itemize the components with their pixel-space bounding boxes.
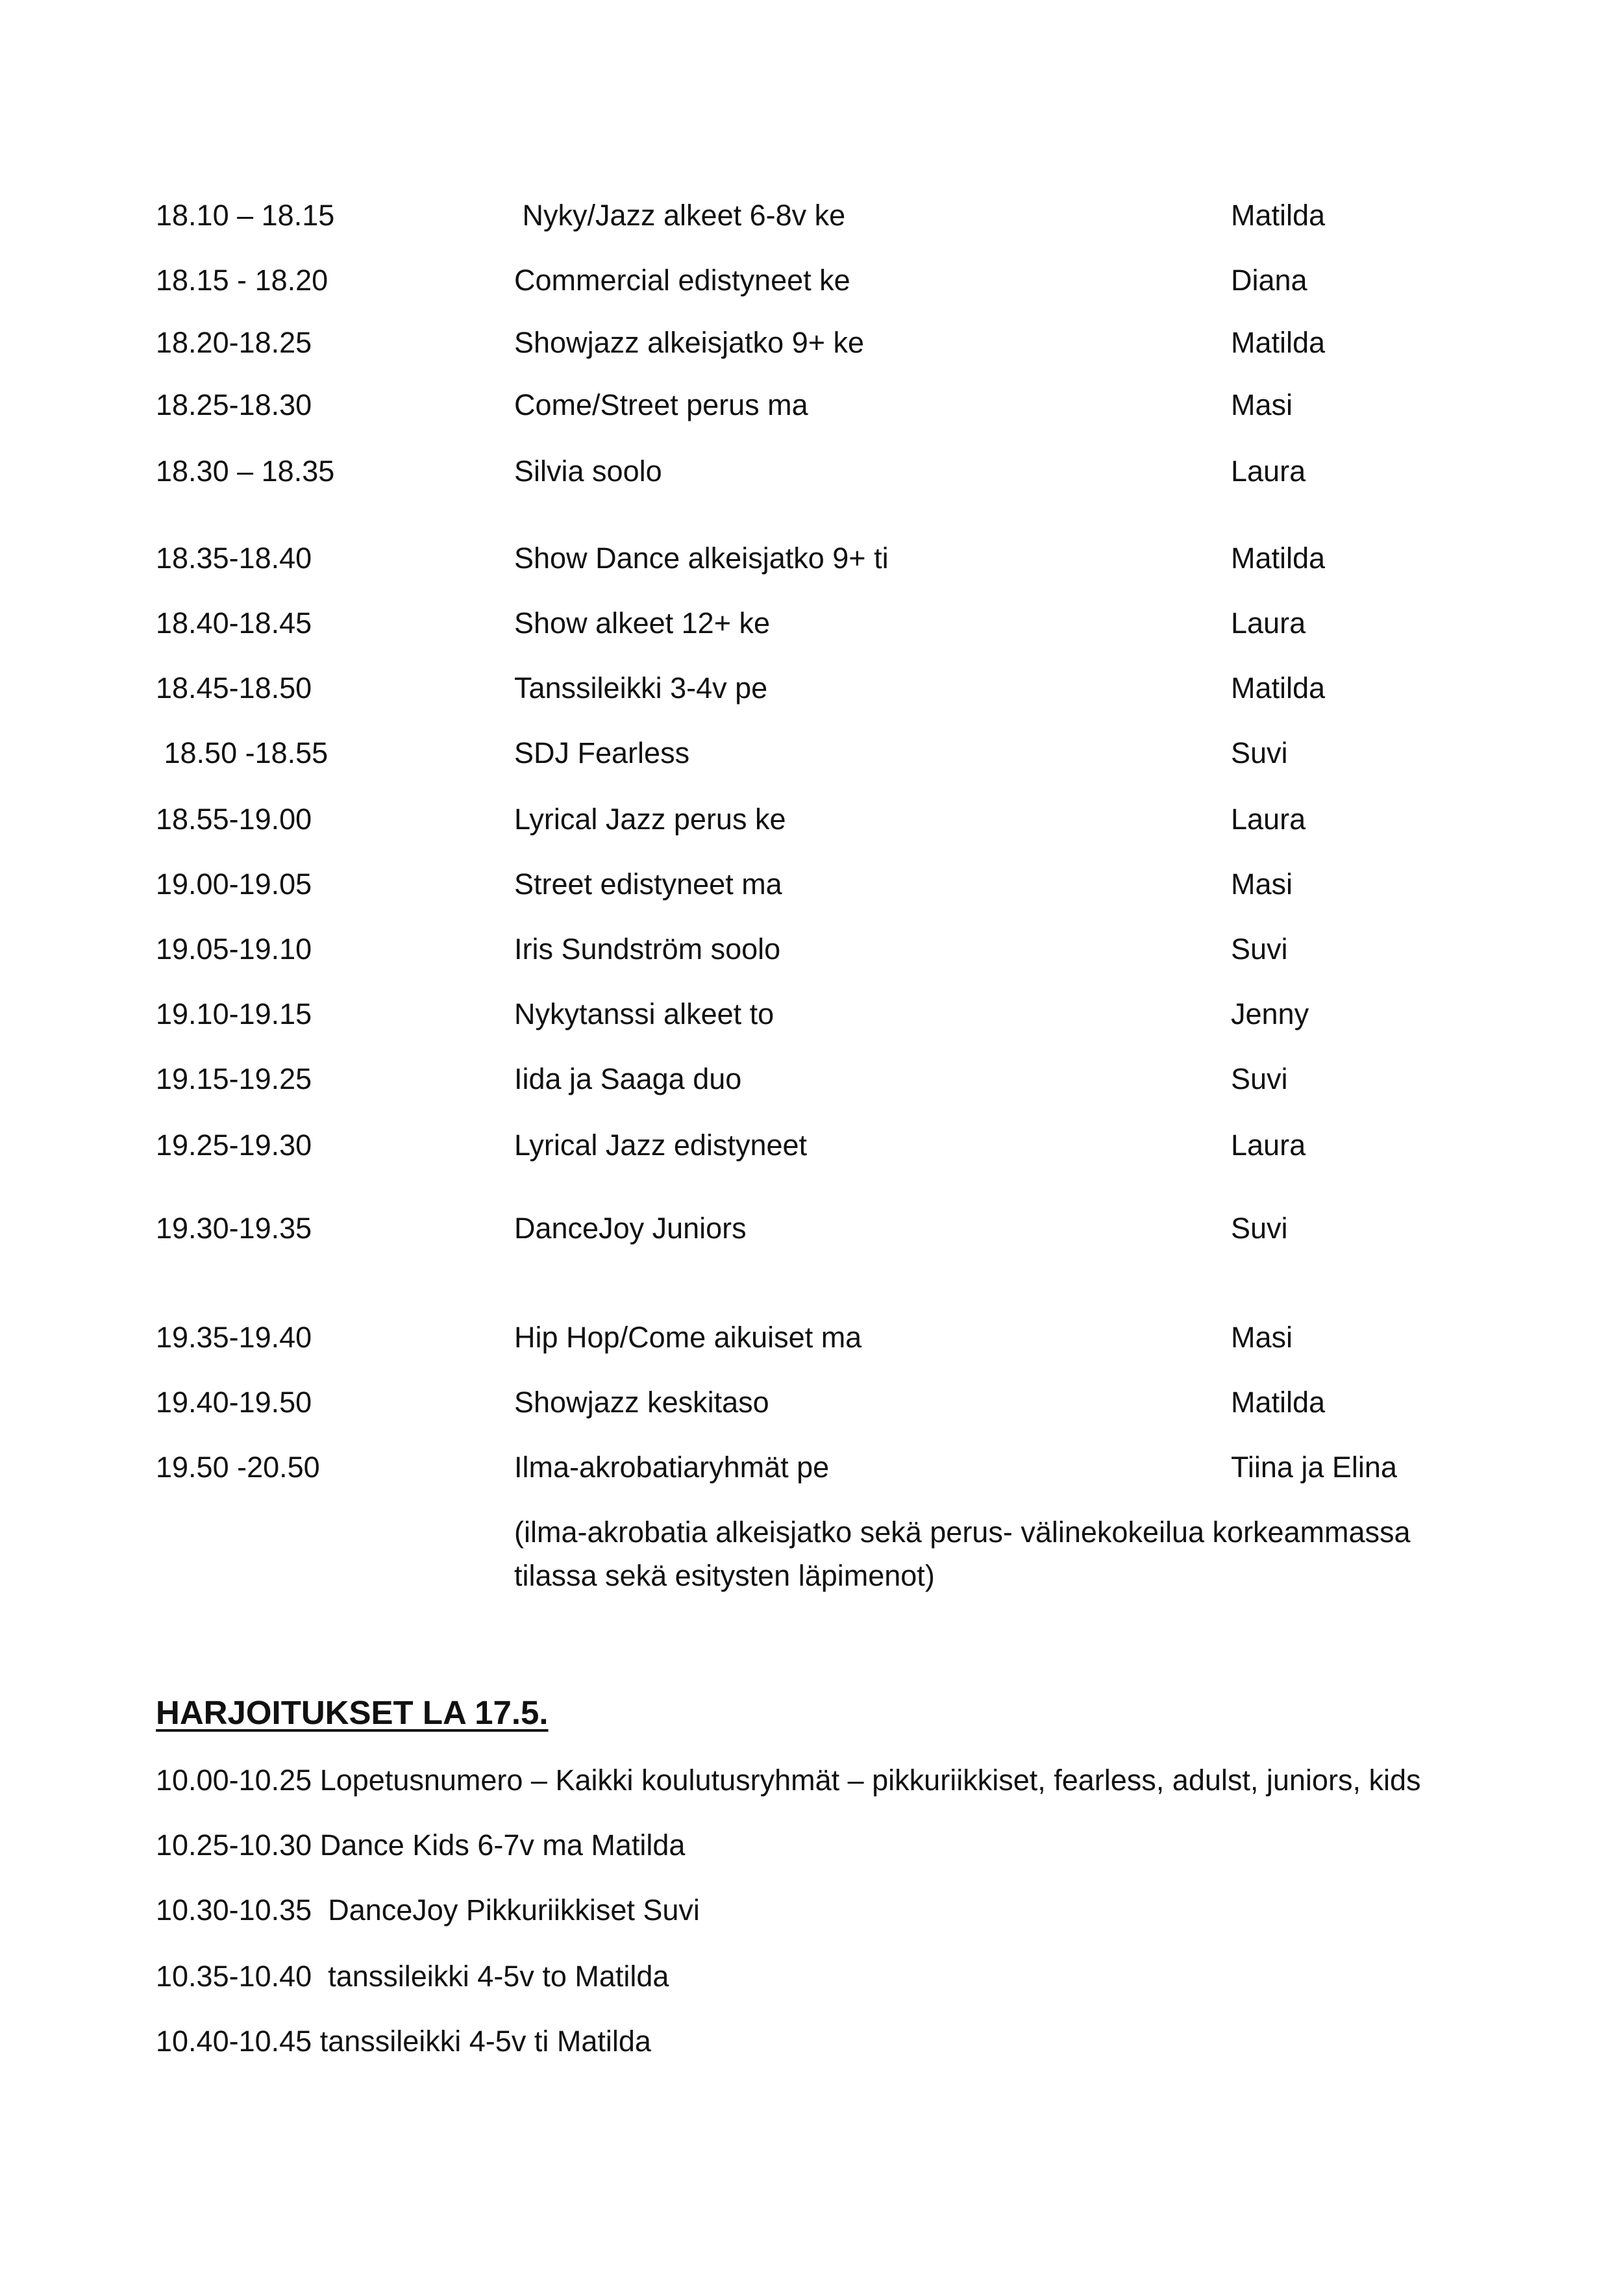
- row-instructor: Tiina ja Elina: [1231, 1451, 1397, 1484]
- row-instructor: Matilda: [1231, 671, 1326, 705]
- row-time: 18.10 – 18.15: [156, 199, 335, 232]
- row-instructor: Suvi: [1231, 932, 1288, 966]
- row-time: 18.35-18.40: [156, 542, 312, 575]
- schedule-row: [0, 196, 1623, 235]
- row-time: 18.30 – 18.35: [156, 455, 335, 488]
- row-instructor: Masi: [1231, 388, 1293, 421]
- schedule-row: [0, 323, 1623, 362]
- row-instructor: Laura: [1231, 606, 1306, 640]
- schedule-row: [0, 734, 1623, 773]
- schedule-row: [0, 865, 1623, 904]
- row-class: SDJ Fearless: [514, 736, 690, 769]
- row-class: DanceJoy Juniors: [514, 1212, 747, 1245]
- row-instructor: Laura: [1231, 455, 1306, 488]
- row-class: Nyky/Jazz alkeet 6-8v ke: [514, 199, 846, 232]
- row-time: 18.20-18.25: [156, 326, 312, 359]
- row-time: 18.45-18.50: [156, 671, 312, 705]
- row-instructor: Matilda: [1231, 199, 1326, 232]
- row-time: 19.00-19.05: [156, 867, 312, 901]
- row-instructor: Matilda: [1231, 542, 1326, 575]
- schedule-row: [0, 1060, 1623, 1099]
- row-instructor: Laura: [1231, 1129, 1306, 1162]
- schedule-row: [0, 1209, 1623, 1248]
- row-instructor: Suvi: [1231, 1062, 1288, 1095]
- row-class: Iida ja Saaga duo: [514, 1062, 742, 1095]
- row-class: Lyrical Jazz perus ke: [514, 803, 786, 836]
- row-instructor: Laura: [1231, 803, 1306, 836]
- saturday-line: 10.25-10.30 Dance Kids 6-7v ma Matilda: [156, 1828, 686, 1862]
- saturday-line: 10.35-10.40 tanssileikki 4-5v to Matilda: [156, 1960, 669, 1993]
- row-class: Iris Sundström soolo: [514, 932, 781, 966]
- row-time: 18.40-18.45: [156, 606, 312, 640]
- row-class: Showjazz keskitaso: [514, 1386, 769, 1419]
- row-time: 19.25-19.30: [156, 1129, 312, 1162]
- row-class: Ilma-akrobatiaryhmät pe: [514, 1451, 830, 1484]
- saturday-heading: HARJOITUKSET LA 17.5.: [156, 1694, 549, 1731]
- schedule-row: [0, 995, 1623, 1034]
- row-instructor: Jenny: [1231, 997, 1309, 1030]
- row-instructor: Matilda: [1231, 326, 1326, 359]
- schedule-row: [0, 452, 1623, 491]
- row-class: Show alkeet 12+ ke: [514, 606, 771, 640]
- row-time: 18.15 - 18.20: [156, 264, 328, 297]
- row-class: Silvia soolo: [514, 455, 662, 488]
- row-class: Commercial edistyneet ke: [514, 264, 850, 297]
- row-time: 19.05-19.10: [156, 932, 312, 966]
- row-class: Street edistyneet ma: [514, 867, 782, 901]
- row-class: Nykytanssi alkeet to: [514, 997, 774, 1030]
- row-class: Showjazz alkeisjatko 9+ ke: [514, 326, 865, 359]
- saturday-line: 10.00-10.25 Lopetusnumero – Kaikki koulutusryhmät – pikkuriikkiset, fearless, adulst, juniors, kids: [156, 1764, 1421, 1797]
- row-time: 18.25-18.30: [156, 388, 312, 421]
- saturday-line: 10.30-10.35 DanceJoy Pikkuriikkiset Suvi: [156, 1893, 700, 1927]
- row-class: Tanssileikki 3-4v pe: [514, 671, 768, 705]
- row-instructor: Suvi: [1231, 736, 1288, 769]
- schedule-row: [0, 386, 1623, 425]
- schedule-row: [0, 1383, 1623, 1422]
- row-instructor: Matilda: [1231, 1386, 1326, 1419]
- row-time: 19.30-19.35: [156, 1212, 312, 1245]
- row-instructor: Diana: [1231, 264, 1307, 297]
- row-instructor: Masi: [1231, 867, 1293, 901]
- schedule-row: [0, 604, 1623, 643]
- row-class: Hip Hop/Come aikuiset ma: [514, 1321, 862, 1354]
- row-instructor: Suvi: [1231, 1212, 1288, 1245]
- row-time: 18.50 -18.55: [156, 736, 328, 769]
- row-class: Come/Street perus ma: [514, 388, 808, 421]
- row-time: 19.10-19.15: [156, 997, 312, 1030]
- saturday-line: 10.40-10.45 tanssileikki 4-5v ti Matilda: [156, 2025, 651, 2058]
- schedule-row: [0, 261, 1623, 300]
- schedule-row: [0, 1448, 1623, 1487]
- row-time: 19.15-19.25: [156, 1062, 312, 1095]
- schedule-row: [0, 539, 1623, 578]
- row-class: Lyrical Jazz edistyneet: [514, 1129, 808, 1162]
- row-time: 18.55-19.00: [156, 803, 312, 836]
- schedule-row: [0, 1318, 1623, 1357]
- schedule-row: [0, 930, 1623, 969]
- row-time: 19.50 -20.50: [156, 1451, 320, 1484]
- row-instructor: Masi: [1231, 1321, 1293, 1354]
- schedule-row: [0, 669, 1623, 708]
- row-time: 19.35-19.40: [156, 1321, 312, 1354]
- row-class: Show Dance alkeisjatko 9+ ti: [514, 542, 889, 575]
- aerial-note: (ilma-akrobatia alkeisjatko sekä perus- välinekokeilua korkeammassa tilassa sekä esitysten läpimenot): [514, 1516, 1411, 1592]
- schedule-row: [0, 1126, 1623, 1165]
- row-time: 19.40-19.50: [156, 1386, 312, 1419]
- schedule-row: [0, 800, 1623, 839]
